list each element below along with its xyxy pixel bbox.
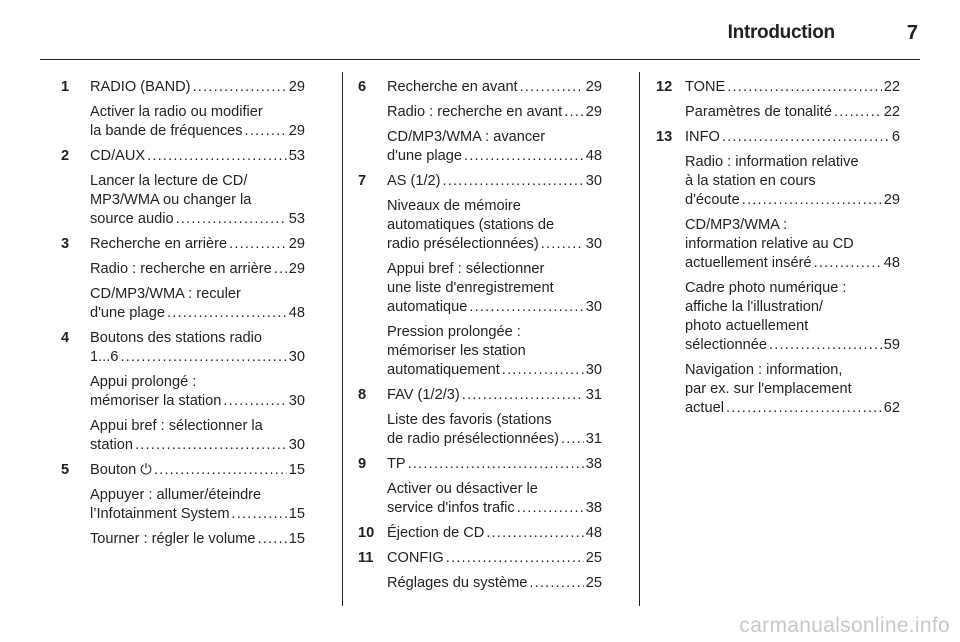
dot-leader (742, 191, 882, 210)
dot-leader (462, 386, 584, 405)
entry-row (387, 455, 602, 474)
index-entry (61, 486, 305, 524)
page-reference: 29 (585, 104, 602, 120)
index-entry (358, 480, 602, 518)
callout-number: 12 (656, 79, 673, 95)
entry-text-line: Cadre photo numérique : (685, 280, 847, 296)
dot-leader (223, 392, 286, 411)
index-entry (656, 128, 900, 147)
page-reference: 30 (288, 393, 305, 409)
page-reference: 38 (585, 500, 602, 516)
page-reference: 6 (891, 129, 900, 145)
page-reference: 15 (288, 462, 305, 478)
page-reference: 29 (585, 79, 602, 95)
entry-label: sélectionnée (685, 337, 767, 353)
page-reference: 25 (585, 550, 602, 566)
entry-label: d'une plage (90, 305, 166, 321)
entry-row (387, 574, 602, 593)
entry-text-line: automatiques (stations de (387, 217, 555, 233)
dot-leader (486, 524, 583, 543)
header-rule (40, 59, 920, 60)
index-entry (61, 461, 305, 480)
callout-number: 1 (61, 79, 70, 95)
dot-leader (229, 235, 287, 254)
index-entry (656, 78, 900, 97)
page-reference: 53 (288, 148, 305, 164)
index-entry (358, 386, 602, 405)
dot-leader (232, 505, 287, 524)
page-reference: 48 (585, 525, 602, 541)
dot-leader (245, 122, 287, 141)
entry-text-line: Lancer la lecture de CD/ (90, 173, 248, 189)
callout-number: 5 (61, 462, 70, 478)
entry-label: Éjection de CD (387, 525, 485, 541)
entry-row (90, 235, 305, 254)
entry-row (387, 103, 602, 122)
index-entry (61, 260, 305, 279)
entry-label: Radio : recherche en avant (387, 104, 563, 120)
entry-label: FAV (1/2/3) (387, 387, 460, 403)
index-entry (61, 530, 305, 549)
dot-leader (193, 78, 287, 97)
entry-label: radio présélectionnées) (387, 236, 539, 252)
entry-label: source audio (90, 211, 174, 227)
page-number: 7 (906, 21, 918, 44)
index-entry (358, 78, 602, 97)
index-entry (61, 285, 305, 323)
dot-leader (257, 530, 286, 549)
entry-text-line: Appui bref : sélectionner (387, 261, 545, 277)
entry-row (387, 78, 602, 97)
entry-label: Paramètres de tonalité (685, 104, 832, 120)
entry-text-line: CD/MP3/WMA : (685, 217, 788, 233)
entry-label: 1...6 (90, 349, 119, 365)
entry-row (90, 147, 305, 166)
entry-label: Radio : recherche en arrière (90, 261, 272, 277)
index-entry (61, 103, 305, 141)
entry-text-line: à la station en cours (685, 173, 816, 189)
callout-number: 13 (656, 129, 673, 145)
page-header (40, 18, 918, 48)
entry-label: AS (1/2) (387, 173, 441, 189)
entry-row (387, 172, 602, 191)
index-entry (656, 153, 900, 210)
entry-label: RADIO (BAND) (90, 79, 191, 95)
entry-label: Recherche en avant (387, 79, 518, 95)
entry-text-line: Appuyer : allumer/éteindre (90, 487, 262, 503)
entry-row (90, 122, 305, 141)
page-reference: 48 (883, 255, 900, 271)
page-reference: 48 (585, 148, 602, 164)
index-entry (61, 172, 305, 229)
entry-label: actuel (685, 400, 724, 416)
entry-row (685, 399, 900, 418)
entry-text-line: information relative au CD (685, 236, 854, 252)
entry-row (387, 235, 602, 254)
page-reference: 29 (288, 123, 305, 139)
page-reference: 30 (288, 349, 305, 365)
entry-text-line: Appui bref : sélectionner la (90, 418, 263, 434)
entry-text-line: mémoriser les station (387, 343, 526, 359)
index-entry (656, 103, 900, 122)
index-entry (358, 524, 602, 543)
entry-text-line: une liste d'enregistrement (387, 280, 554, 296)
dot-leader (147, 147, 287, 166)
entry-text-line: Activer la radio ou modifier (90, 104, 263, 120)
entry-row (90, 436, 305, 455)
index-entry (61, 417, 305, 455)
index-entry (358, 323, 602, 380)
dot-leader (726, 399, 882, 418)
entry-row (685, 78, 900, 97)
entry-row (387, 361, 602, 380)
entry-label: d'une plage (387, 148, 463, 164)
entry-label: d'écoute (685, 192, 740, 208)
entry-label: automatique (387, 299, 468, 315)
dot-leader (120, 348, 286, 367)
callout-number: 4 (61, 330, 70, 346)
entry-text-line: CD/MP3/WMA : reculer (90, 286, 241, 302)
dot-leader (446, 549, 584, 568)
entry-label: Bouton ⏻ (90, 462, 152, 478)
entry-text-line: affiche la l'illustration/ (685, 299, 823, 315)
page-reference: 30 (585, 362, 602, 378)
callout-number: 3 (61, 236, 70, 252)
dot-leader (176, 210, 287, 229)
page-reference: 29 (288, 79, 305, 95)
page-reference: 29 (288, 261, 305, 277)
entry-label: TP (387, 456, 406, 472)
dot-leader (541, 235, 584, 254)
callout-number: 10 (358, 525, 375, 541)
column-divider (342, 72, 343, 606)
entry-row (90, 505, 305, 524)
dot-leader (135, 436, 287, 455)
entry-label: la bande de fréquences (90, 123, 243, 139)
page-reference: 30 (288, 437, 305, 453)
dot-leader (727, 78, 881, 97)
index-entry (61, 78, 305, 97)
entry-text-line: MP3/WMA ou changer la (90, 192, 252, 208)
column-divider (639, 72, 640, 606)
page-reference: 29 (883, 192, 900, 208)
entry-row (387, 298, 602, 317)
index-entry (358, 103, 602, 122)
dot-leader (443, 172, 584, 191)
entry-row (685, 103, 900, 122)
entry-label: Recherche en arrière (90, 236, 228, 252)
dot-leader (408, 455, 584, 474)
entry-row (685, 191, 900, 210)
dot-leader (814, 254, 882, 273)
page-reference: 30 (585, 299, 602, 315)
entry-text-line: Navigation : information, (685, 362, 843, 378)
index-entry (656, 361, 900, 418)
page-reference: 59 (883, 337, 900, 353)
index-entry (358, 574, 602, 593)
entry-row (387, 499, 602, 518)
index-entry (358, 260, 602, 317)
index-entry (358, 172, 602, 191)
index-entry (656, 279, 900, 355)
entry-label: INFO (685, 129, 720, 145)
index-entry (656, 216, 900, 273)
entry-text-line: Boutons des stations radio (90, 330, 262, 346)
entry-row (90, 210, 305, 229)
page-reference: 22 (883, 104, 900, 120)
entry-text-line: photo actuellement (685, 318, 809, 334)
dot-leader (517, 499, 584, 518)
entry-label: de radio présélectionnées) (387, 431, 559, 447)
entry-text-line: CD/MP3/WMA : avancer (387, 129, 546, 145)
entry-row (387, 549, 602, 568)
entry-label: l’Infotainment System (90, 506, 230, 522)
page-reference: 15 (288, 531, 305, 547)
page-reference: 30 (585, 173, 602, 189)
entry-row (90, 530, 305, 549)
entry-row (387, 430, 602, 449)
dot-leader (834, 103, 882, 122)
page-reference: 30 (585, 236, 602, 252)
entry-text-line: Radio : information relative (685, 154, 859, 170)
callout-number: 9 (358, 456, 367, 472)
dot-leader (769, 336, 882, 355)
dot-leader (274, 260, 287, 279)
dot-leader (561, 430, 584, 449)
entry-text-line: Niveaux de mémoire (387, 198, 521, 214)
callout-number: 6 (358, 79, 367, 95)
entry-label: actuellement inséré (685, 255, 812, 271)
dot-leader (167, 304, 287, 323)
callout-number: 2 (61, 148, 70, 164)
page-reference: 29 (288, 236, 305, 252)
index-column-3 (656, 78, 900, 424)
dot-leader (722, 128, 890, 147)
entry-text-line: Liste des favoris (stations (387, 412, 552, 428)
index-entry (61, 329, 305, 367)
entry-label: Tourner : régler le volume (90, 531, 256, 547)
entry-row (90, 392, 305, 411)
dot-leader (469, 298, 583, 317)
dot-leader (154, 461, 287, 480)
page-reference: 15 (288, 506, 305, 522)
entry-label: Réglages du système (387, 575, 528, 591)
entry-text-line: Activer ou désactiver le (387, 481, 538, 497)
page-reference: 31 (585, 387, 602, 403)
page-reference: 53 (288, 211, 305, 227)
entry-row (90, 348, 305, 367)
index-column-1 (61, 78, 305, 555)
page-reference: 38 (585, 456, 602, 472)
page-reference: 22 (883, 79, 900, 95)
entry-row (90, 78, 305, 97)
callout-number: 8 (358, 387, 367, 403)
dot-leader (502, 361, 584, 380)
page-reference: 48 (288, 305, 305, 321)
entry-label: TONE (685, 79, 726, 95)
entry-label: CONFIG (387, 550, 444, 566)
page-reference: 31 (585, 431, 602, 447)
entry-text-line: Pression prolongée : (387, 324, 521, 340)
entry-row (387, 524, 602, 543)
index-entry (358, 128, 602, 166)
page-reference: 62 (883, 400, 900, 416)
entry-text-line: par ex. sur l'emplacement (685, 381, 852, 397)
index-entry (61, 373, 305, 411)
page-title: Introduction (727, 22, 835, 43)
index-entry (358, 197, 602, 254)
entry-label: CD/AUX (90, 148, 146, 164)
entry-row (387, 386, 602, 405)
dot-leader (564, 103, 584, 122)
entry-label: service d'infos trafic (387, 500, 515, 516)
entry-row (685, 254, 900, 273)
index-entry (61, 147, 305, 166)
entry-row (90, 260, 305, 279)
entry-text-line: Appui prolongé : (90, 374, 197, 390)
entry-row (387, 147, 602, 166)
callout-number: 7 (358, 173, 367, 189)
dot-leader (520, 78, 584, 97)
watermark: carmanualsonline.info (739, 614, 950, 637)
entry-label: automatiquement (387, 362, 500, 378)
index-entry (358, 411, 602, 449)
page-reference: 25 (585, 575, 602, 591)
index-column-2 (358, 78, 602, 599)
entry-row (90, 304, 305, 323)
entry-row (90, 461, 305, 480)
callout-number: 11 (358, 550, 374, 566)
entry-row (685, 336, 900, 355)
entry-label: mémoriser la station (90, 393, 222, 409)
index-entry (61, 235, 305, 254)
index-entry (358, 455, 602, 474)
dot-leader (529, 574, 583, 593)
entry-row (685, 128, 900, 147)
dot-leader (464, 147, 584, 166)
index-entry (358, 549, 602, 568)
entry-label: station (90, 437, 133, 453)
